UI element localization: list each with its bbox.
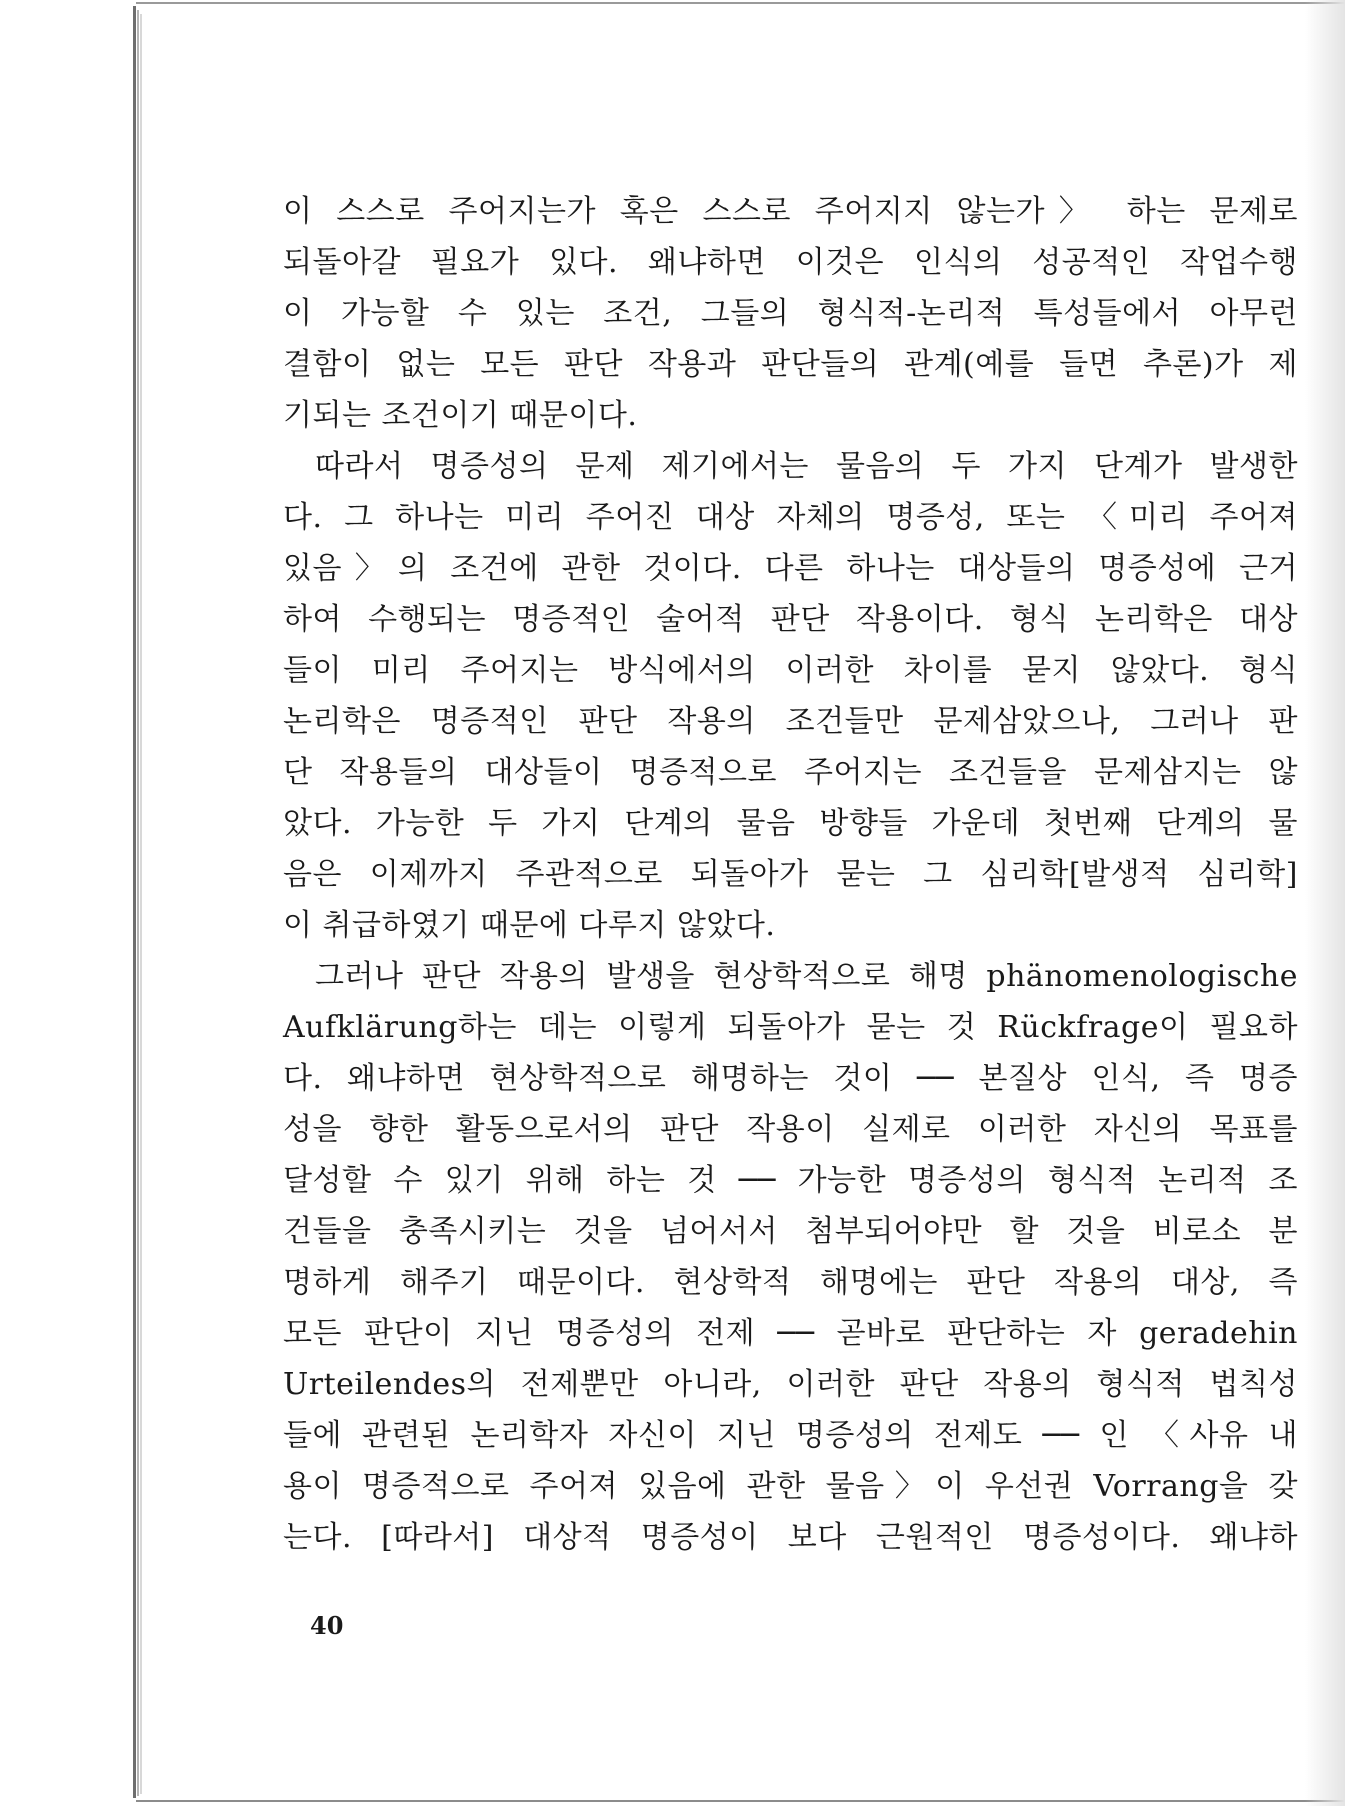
text-line: 그러나 판단 작용의 발생을 현상학적으로 해명 phänomenologische xyxy=(315,959,1298,994)
page-number: 40 xyxy=(310,1611,344,1640)
text-line: 다. 그 하나는 미리 주어진 대상 자체의 명증성, 또는 〈미리 주어져 xyxy=(283,500,1298,535)
text-line: 명하게 해주기 때문이다. 현상학적 해명에는 판단 작용의 대상, 즉 xyxy=(283,1265,1298,1300)
text-line: 논리학은 명증적인 판단 작용의 조건들만 문제삼았으나, 그러나 판 xyxy=(283,704,1298,739)
text-line: Aufklärung하는 데는 이렇게 되돌아가 묻는 것 Rückfrage이 필요하 xyxy=(283,1010,1298,1045)
book-edge-top xyxy=(136,2,1345,4)
book-edge-shadow xyxy=(140,14,142,1794)
text-line: 이 스스로 주어지는가 혹은 스스로 주어지지 않는가〉 하는 문제로 xyxy=(283,194,1298,229)
text-line: 결함이 없는 모든 판단 작용과 판단들의 관계(예를 들면 추론)가 제 xyxy=(283,347,1298,382)
text-line: 이 취급하였기 때문에 다루지 않았다. xyxy=(283,908,776,943)
text-line: 다. 왜냐하면 현상학적으로 해명하는 것이 ── 본질상 인식, 즉 명증 xyxy=(283,1061,1298,1096)
text-line: 모든 판단이 지닌 명증성의 전제 ── 곧바로 판단하는 자 geradehin xyxy=(283,1316,1298,1351)
book-edge-shadow xyxy=(133,6,136,1798)
text-line: 건들을 충족시키는 것을 넘어서서 첨부되어야만 할 것을 비로소 분 xyxy=(283,1214,1298,1249)
book-page xyxy=(143,6,1303,1798)
page-gutter-shade xyxy=(1305,0,1345,1806)
text-line: 성을 향한 활동으로서의 판단 작용이 실제로 이러한 자신의 목표를 xyxy=(283,1112,1298,1147)
text-line: 는다. [따라서] 대상적 명증성이 보다 근원적인 명증성이다. 왜냐하 xyxy=(283,1520,1298,1555)
text-line: 기되는 조건이기 때문이다. xyxy=(283,398,638,433)
text-line: 단 작용들의 대상들이 명증적으로 주어지는 조건들을 문제삼지는 않 xyxy=(283,755,1298,790)
book-edge-bottom xyxy=(136,1800,1345,1802)
text-line: 되돌아갈 필요가 있다. 왜냐하면 이것은 인식의 성공적인 작업수행 xyxy=(283,245,1298,280)
text-line: 들에 관련된 논리학자 자신이 지닌 명증성의 전제도 ── 인 〈사유 내 xyxy=(283,1418,1298,1453)
text-line: 들이 미리 주어지는 방식에서의 이러한 차이를 묻지 않았다. 형식 xyxy=(283,653,1298,688)
body-text xyxy=(283,186,1298,1563)
text-line: 달성할 수 있기 위해 하는 것 ── 가능한 명증성의 형식적 논리적 조 xyxy=(283,1163,1298,1198)
text-line: 았다. 가능한 두 가지 단계의 물음 방향들 가운데 첫번째 단계의 물 xyxy=(283,806,1298,841)
text-line: 음은 이제까지 주관적으로 되돌아가 묻는 그 심리학[발생적 심리학] xyxy=(283,857,1298,892)
text-line: 따라서 명증성의 문제 제기에서는 물음의 두 가지 단계가 발생한 xyxy=(315,449,1298,484)
text-line: Urteilendes의 전제뿐만 아니라, 이러한 판단 작용의 형식적 법칙성 xyxy=(283,1367,1298,1402)
book-edge-shadow xyxy=(137,10,139,1796)
text-line: 하여 수행되는 명증적인 술어적 판단 작용이다. 형식 논리학은 대상 xyxy=(283,602,1298,637)
text-line: 용이 명증적으로 주어져 있음에 관한 물음〉이 우선권 Vorrang을 갖 xyxy=(283,1469,1298,1504)
text-line: 있음〉의 조건에 관한 것이다. 다른 하나는 대상들의 명증성에 근거 xyxy=(283,551,1298,586)
text-line: 이 가능할 수 있는 조건, 그들의 형식적-논리적 특성들에서 아무런 xyxy=(283,296,1298,331)
